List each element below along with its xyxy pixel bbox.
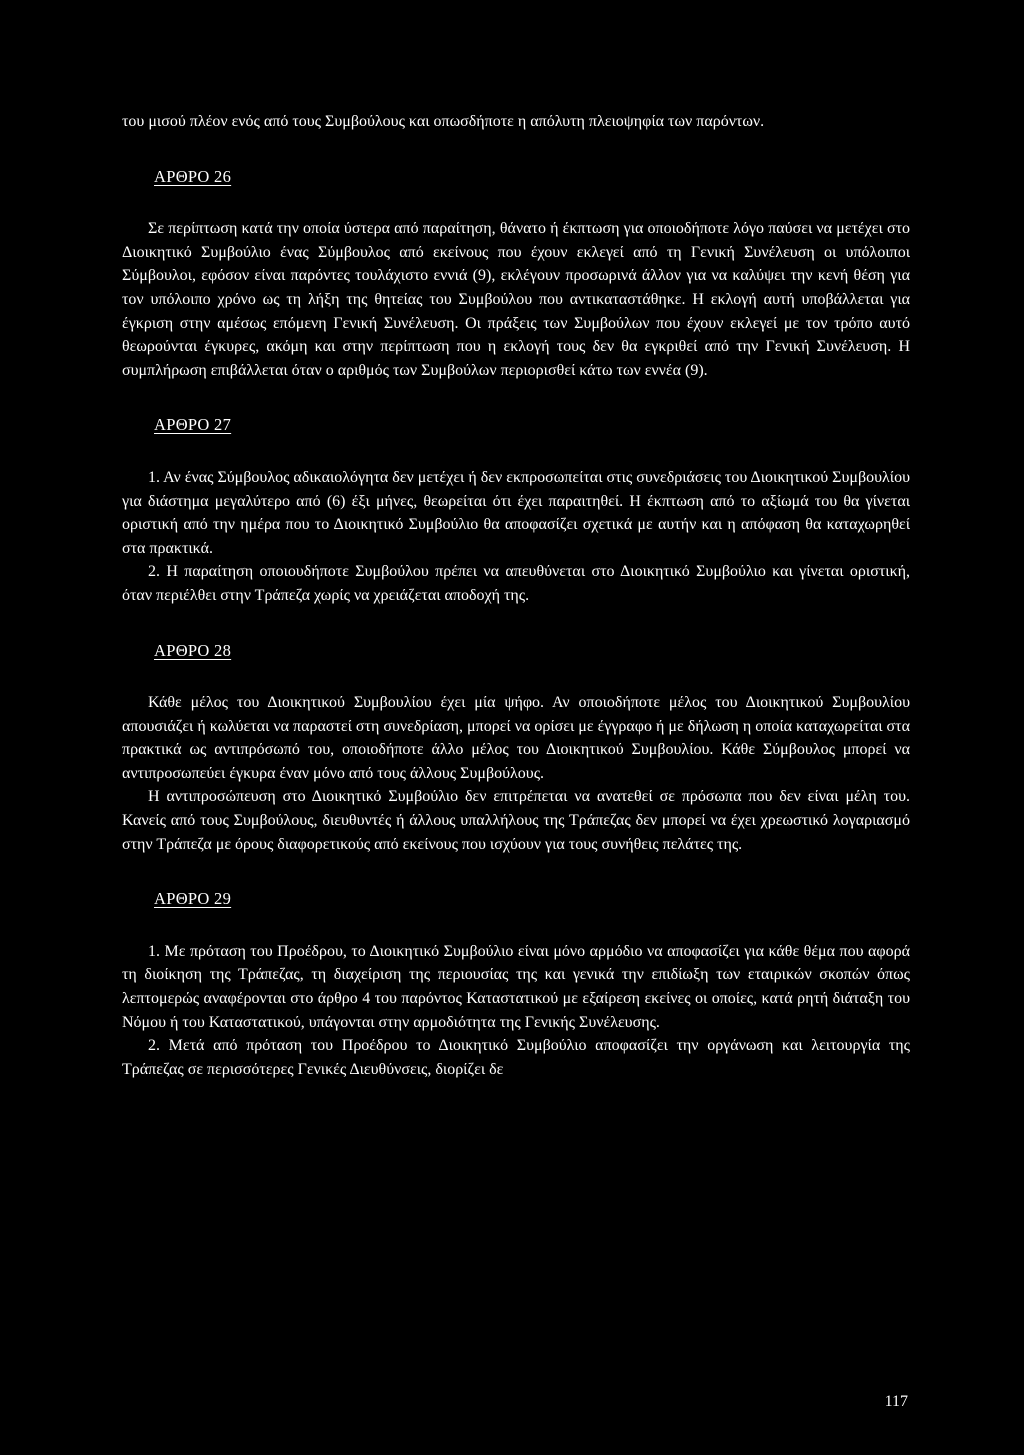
article-26-heading: ΑΡΘΡΟ 26 [154,166,232,186]
article-27-heading: ΑΡΘΡΟ 27 [154,415,232,435]
page-number: 117 [884,1393,908,1410]
article-28-paragraph-1: Κάθε μέλος του Διοικητικού Συμβουλίου έχει μία ψήφο. Αν οποιοδήποτε μέλος του Διοικητικού Συμβουλίου απουσιάζει ή κωλύεται να παραστεί στη συνεδρίαση, μπορεί να ορίσει με έγγραφο ή με δήλωση η οποία καταχωρείται στα πρακτικά ως αντιπρόσωπό του, οποιοδήποτε άλλο μέλος του Διοικητικού Συμβουλίου. Κάθε Σύμβουλος μπορεί να αντιπροσωπεύει έγκυρα έναν μόνο από τους άλλους Συμβούλους. [122,694,910,782]
article-26-paragraph: Σε περίπτωση κατά την οποία ύστερα από παραίτηση, θάνατο ή έκπτωση για οποιοδήποτε λόγο παύσει να μετέχει στο Διοικητικό Συμβούλιο ένας Σύμβουλος από εκείνους που έχουν εκλεγεί από τη Γενική Συνέλευση οι υπόλοιποι Σύμβουλοι, εφόσον είναι παρόντες τουλάχιστο εννιά (9), εκλέγουν προσωρινά άλλον για να καλύψει την κενή θέση για τον υπόλοιπο χρόνο ως τη λήξη της θητείας του Συμβούλου που αντικαταστάθηκε. Η εκλογή αυτή υποβάλλεται για έγκριση στην αμέσως επόμενη Γενική Συνέλευση. Οι πράξεις των Συμβούλων που έχουν εκλεγεί με τον τρόπο αυτό θεωρούνται έγκυρες, ακόμη και στην περίπτωση που η εκλογή τους δεν θα εγκριθεί από την Γενική Συνέλευση. Η συμπλήρωση επιβάλλεται όταν ο αριθμός των Συμβούλων περιορισθεί κάτω των εννέα (9). [122,220,910,379]
article-29-paragraph-2: 2. Μετά από πρόταση του Προέδρου το Διοικητικό Συμβούλιο αποφασίζει την οργάνωση και λειτουργία της Τράπεζας σε περισσότερες Γενικές Διευθύνσεις, διορίζει δε [122,1037,910,1078]
article-29-heading: ΑΡΘΡΟ 29 [154,889,232,909]
article-28-paragraph-2: Η αντιπροσώπευση στο Διοικητικό Συμβούλιο δεν επιτρέπεται να ανατεθεί σε πρόσωπα που δεν είναι μέλη του. Κανείς από τους Συμβούλους, διευθυντές ή άλλους υπαλλήλους της Τράπεζας δεν μπορεί να έχει χρεωστικό λογαριασμό στην Τράπεζα με όρους διαφορετικούς από εκείνους που ισχύουν για τους συνήθεις πελάτες της. [122,788,910,853]
article-28-heading: ΑΡΘΡΟ 28 [154,640,232,660]
intro-paragraph: του μισού πλέον ενός από τους Συμβούλους και οπωσδήποτε η απόλυτη πλειοψηφία των παρόντων. [122,113,765,130]
article-29-paragraph-1: 1. Με πρόταση του Προέδρου, το Διοικητικό Συμβούλιο είναι μόνο αρμόδιο να αποφασίζει για κάθε θέμα που αφορά τη διοίκηση της Τράπεζας, τη διαχείριση της περιουσίας της και γενικά την επιδίωξη των εταιρικών σκοπών όπως λεπτομερώς αναφέρονται στο άρθρο 4 του παρόντος Καταστατικού με εξαίρεση εκείνες οι οποίες, κατά ρητή διάταξη του Νόμου ή του Καταστατικού, υπάγονται στην αρμοδιότητα της Γενικής Συνέλευσης. [122,942,910,1031]
article-27-paragraph-2: 2. Η παραίτηση οποιουδήποτε Συμβούλου πρέπει να απευθύνεται στο Διοικητικό Συμβούλιο και γίνεται οριστική, όταν περιέλθει στην Τράπεζα χωρίς να χρειάζεται αποδοχή της. [122,563,910,604]
article-27-paragraph-1: 1. Αν ένας Σύμβουλος αδικαιολόγητα δεν μετέχει ή δεν εκπροσωπείται στις συνεδριάσεις του Διοικητικού Συμβουλίου για διάστημα μεγαλύτερο από (6) έξι μήνες, θεωρείται ότι έχει παραιτηθεί. Η έκπτωση από το αξίωμά του θα γίνεται οριστική από την ημέρα που το Διοικητικό Συμβούλιο θα αποφασίζει σχετικά με αυτήν και η απόφαση θα καταχωρηθεί στα πρακτικά. [122,468,910,557]
